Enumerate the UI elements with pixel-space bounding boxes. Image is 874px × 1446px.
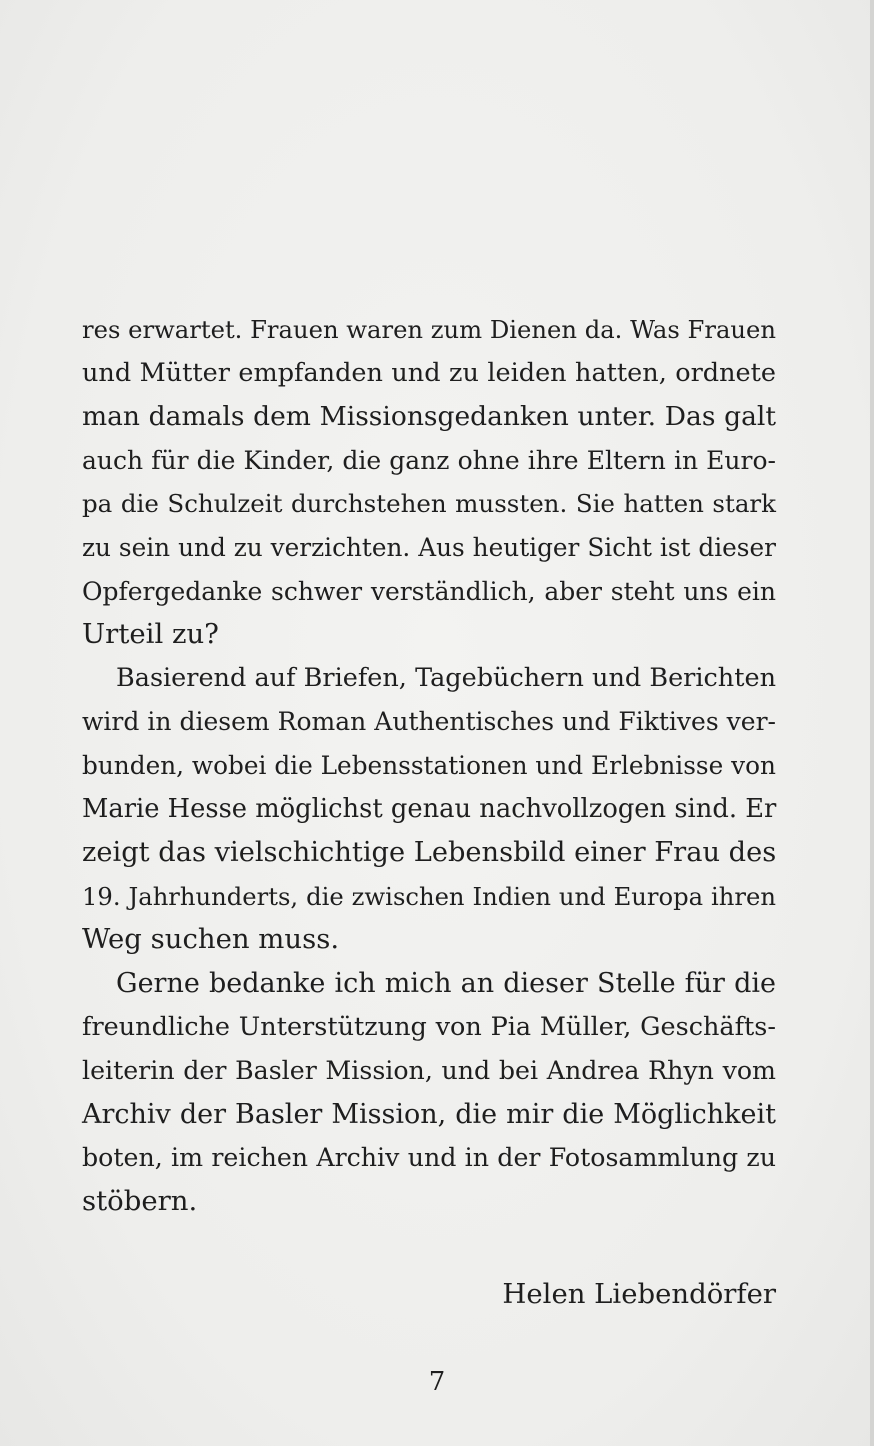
paragraph-3: [82, 962, 776, 1224]
text-line: Weg suchen muss.: [82, 923, 340, 956]
text-line: Opfergedanke schwer verständlich, aber steht uns ein: [82, 576, 776, 606]
text-line: Basierend auf Briefen, Tagebüchern und Berichten: [116, 662, 776, 693]
text-line: res erwartet. Frauen waren zum Dienen da. Was Frauen: [82, 315, 776, 344]
text-line: Gerne bedanke ich mich an dieser Stelle für die: [116, 967, 776, 999]
text-line: auch für die Kinder, die ganz ohne ihre Eltern in Euro-: [82, 445, 776, 475]
paragraph-1: [82, 308, 776, 657]
text-line: freundliche Unterstützung von Pia Müller, Geschäfts-: [82, 1011, 776, 1042]
text-line: leiterin der Basler Mission, und bei Andrea Rhyn vom: [82, 1056, 776, 1086]
text-line: zeigt das vielschichtige Lebensbild einer Frau des: [82, 837, 777, 869]
text-line: man damals dem Missionsgedanken unter. Das galt: [82, 401, 776, 433]
text-line: Marie Hesse möglichst genau nachvollzogen sind. Er: [82, 793, 777, 824]
body-text: [82, 308, 776, 1223]
text-line: wird in diesem Roman Authentisches und Fiktives ver-: [82, 707, 776, 737]
text-line: 19. Jahrhunderts, die zwischen Indien und Europa ihren: [82, 881, 776, 911]
text-line: Archiv der Basler Mission, die mir die Möglichkeit: [82, 1098, 776, 1130]
text-line: stöbern.: [82, 1184, 198, 1217]
page-edge-shadow: [870, 0, 874, 1446]
paragraph-2: [82, 657, 776, 962]
text-line: bunden, wobei die Lebensstationen und Erlebnisse von: [82, 750, 776, 780]
text-line: boten, im reichen Archiv und in der Fotosammlung zu: [82, 1143, 776, 1173]
text-line: pa die Schulzeit durchstehen mussten. Sie hatten stark: [82, 489, 776, 519]
text-line: zu sein und zu verzichten. Aus heutiger Sicht ist dieser: [82, 532, 776, 562]
author-signature: Helen Liebendörfer: [502, 1278, 776, 1310]
page-number: 7: [428, 1367, 446, 1397]
text-line: Urteil zu?: [82, 618, 219, 651]
text-line: und Mütter empfanden und zu leiden hatten, ordnete: [82, 357, 776, 388]
